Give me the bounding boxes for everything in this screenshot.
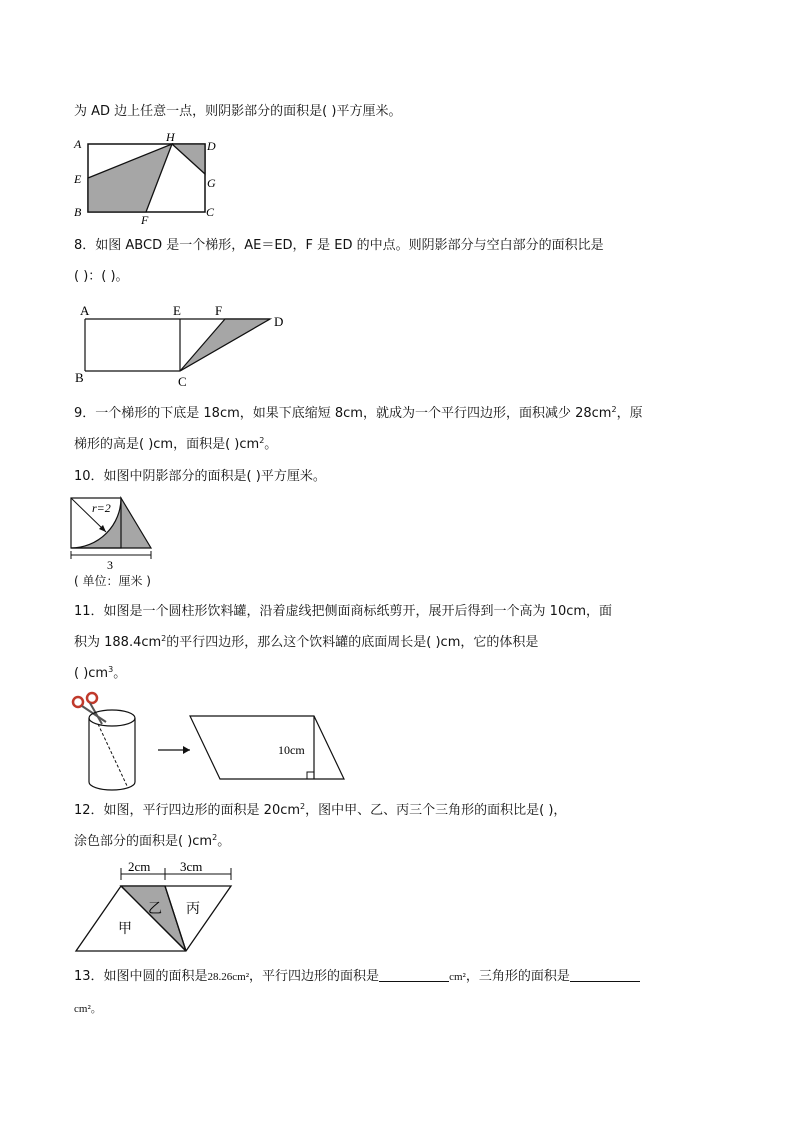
- q12-text-line1: 12．如图，平行四边形的面积是 $20cm^2$，图中甲、乙、丙三个三角形的面积比是( )，: [74, 802, 567, 818]
- answer-blank[interactable]: [570, 969, 640, 982]
- label-C: C: [206, 205, 215, 219]
- label-2cm: 2cm: [128, 859, 151, 874]
- q11-text-line1: 11．如图是一个圆柱形饮料罐，沿着虚线把侧面商标纸剪开，展开后得到一个高为 10cm，面: [74, 604, 613, 619]
- label-B: B: [74, 205, 82, 219]
- q8-text-line2: ( )：( )。: [74, 269, 129, 284]
- q8-text-line1: 8．如图 ABCD 是一个梯形，AE＝ED，F 是 ED 的中点。则阴影部分与空白部分的面积比是: [74, 238, 604, 253]
- q10-text: 10．如图中阴影部分的面积是( )平方厘米。: [74, 469, 326, 484]
- label-jia: 甲: [118, 922, 132, 937]
- q13-text-line2: cm²。: [74, 1003, 102, 1015]
- label-base: 3: [107, 558, 113, 572]
- label-A: A: [74, 137, 82, 151]
- q11-text-line2: 积为 $188.4cm^2$的平行四边形，那么这个饮料罐的底面周长是( )cm，它的体积是: [74, 634, 539, 650]
- label-D: D: [207, 139, 216, 153]
- label-G: G: [207, 176, 216, 190]
- answer-blank[interactable]: [379, 969, 449, 982]
- figure-trapezoid-q8: [70, 300, 300, 392]
- q13-text-line1: 13．如图中圆的面积是28.26cm²，平行四边形的面积是 cm²，三角形的面积是: [74, 968, 640, 986]
- q7-text: 为 AD 边上任意一点，则阴影部分的面积是( )平方厘米。: [74, 104, 402, 119]
- label-D: D: [274, 314, 284, 329]
- label-C: C: [178, 374, 187, 389]
- label-F: F: [215, 303, 223, 318]
- q9-text-line1: 9．一个梯形的下底是 18cm，如果下底缩短 8cm，就成为一个平行四边形，面积减少 $28cm^2$，原: [74, 405, 643, 421]
- label-height: 10cm: [278, 743, 305, 757]
- label-F: F: [141, 213, 149, 225]
- q11-text-line3: ( )$cm^3$。: [74, 665, 127, 681]
- label-3cm: 3cm: [180, 859, 203, 874]
- label-H: H: [166, 130, 175, 144]
- label-yi: 乙: [148, 902, 162, 917]
- figure-quarter-circle-q10: [66, 492, 166, 572]
- unit-note: ( 单位：厘米 ): [74, 574, 151, 588]
- label-bing: 丙: [186, 902, 200, 917]
- q9-text-line2: 梯形的高是( )cm，面积是( )$cm^2$。: [74, 436, 278, 452]
- label-radius: r=2: [92, 501, 111, 515]
- label-E: E: [173, 303, 181, 318]
- q12-text-line2: 涂色部分的面积是( )$cm^2$。: [74, 833, 231, 849]
- figure-cylinder-q11: [66, 688, 356, 793]
- figure-rectangle-q7: [66, 130, 226, 225]
- label-B: B: [75, 370, 84, 385]
- label-A: A: [80, 303, 90, 318]
- figure-parallelogram-q12: [66, 856, 246, 956]
- label-E: E: [74, 172, 82, 186]
